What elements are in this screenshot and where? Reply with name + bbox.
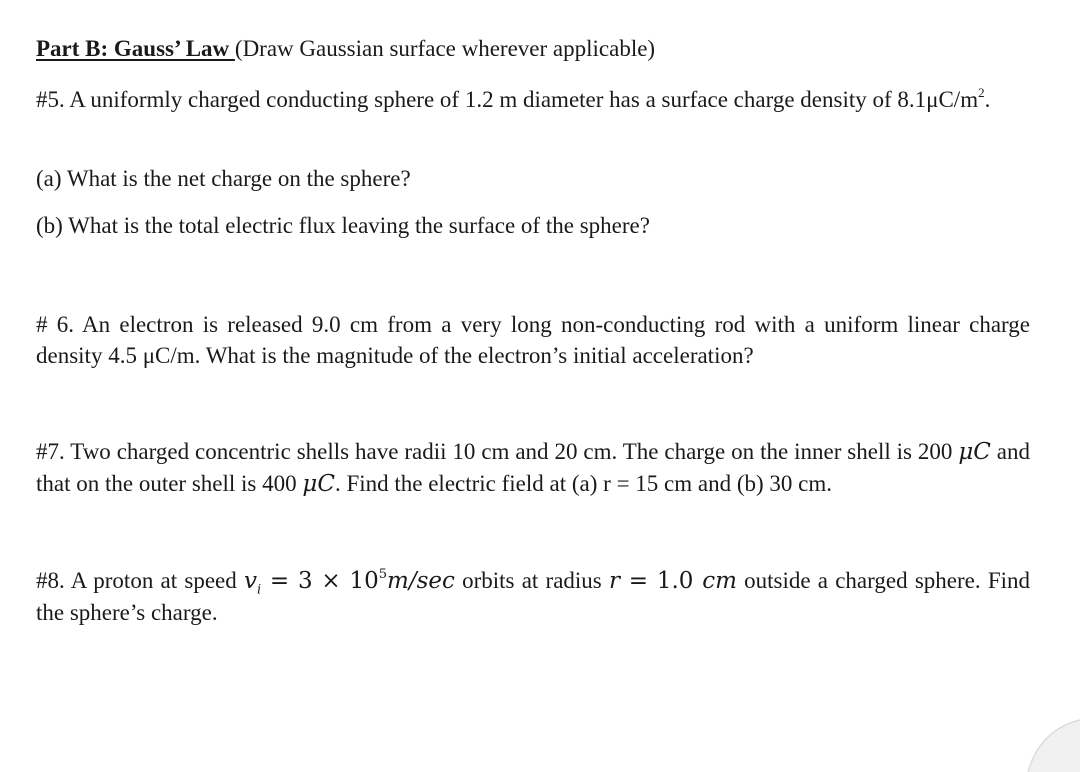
page-corner-curl	[1020, 712, 1080, 772]
question-8-part2: orbits at radius	[454, 568, 609, 593]
question-7	[36, 436, 1030, 500]
question-8-radius-var: r	[608, 568, 620, 594]
question-5-part-a: (a) What is the net charge on the sphere?	[36, 166, 411, 191]
question-8-speed-eq: = 3 × 10	[261, 568, 379, 594]
question-8-radius-eq: = 1.0	[619, 568, 703, 594]
question-7-part3: . Find the electric field at (a) r = 15 cm and (b) 30 cm.	[334, 471, 833, 496]
question-7-part2: and that on the outer shell is 400	[36, 439, 1030, 496]
question-8-speed-unit: m/sec	[387, 568, 455, 594]
question-5-exponent: 2	[978, 85, 985, 101]
question-5-part-b: (b) What is the total electric flux leaving the surface of the sphere?	[36, 213, 650, 238]
question-8-speed-exp: 5	[378, 567, 388, 583]
section-heading	[36, 33, 655, 64]
question-5-end: .	[984, 87, 991, 112]
question-7-unit2: μC	[302, 471, 335, 497]
question-6: # 6. An electron is released 9.0 cm from a very long non-conducting rod with a uniform linear charge density 4.5 μC/m. What is the magnitude of the electron’s initial acceleration?	[36, 312, 1030, 368]
question-5-text: #5. A uniformly charged conducting sphere of 1.2 m diameter has a surface charge density of 8.1μC/m	[36, 87, 979, 112]
question-5	[36, 84, 1030, 115]
question-8	[36, 565, 1030, 628]
document-page	[36, 0, 1036, 772]
question-8-speed-var: v	[243, 568, 257, 594]
question-8-radius-unit: cm	[702, 568, 737, 594]
question-8-part3: outside a charged sphere. Find the sphere’s charge.	[36, 568, 1031, 625]
section-note: (Draw Gaussian surface wherever applicable)	[234, 36, 656, 61]
question-7-part1: #7. Two charged concentric shells have radii 10 cm and 20 cm. The charge on the inner shell is 200	[36, 439, 959, 464]
question-7-unit1: μC	[958, 439, 991, 465]
section-title: Part B: Gauss’ Law	[36, 36, 235, 61]
question-8-speed-sub: i	[256, 582, 262, 598]
question-8-part1: #8. A proton at speed	[36, 568, 244, 593]
